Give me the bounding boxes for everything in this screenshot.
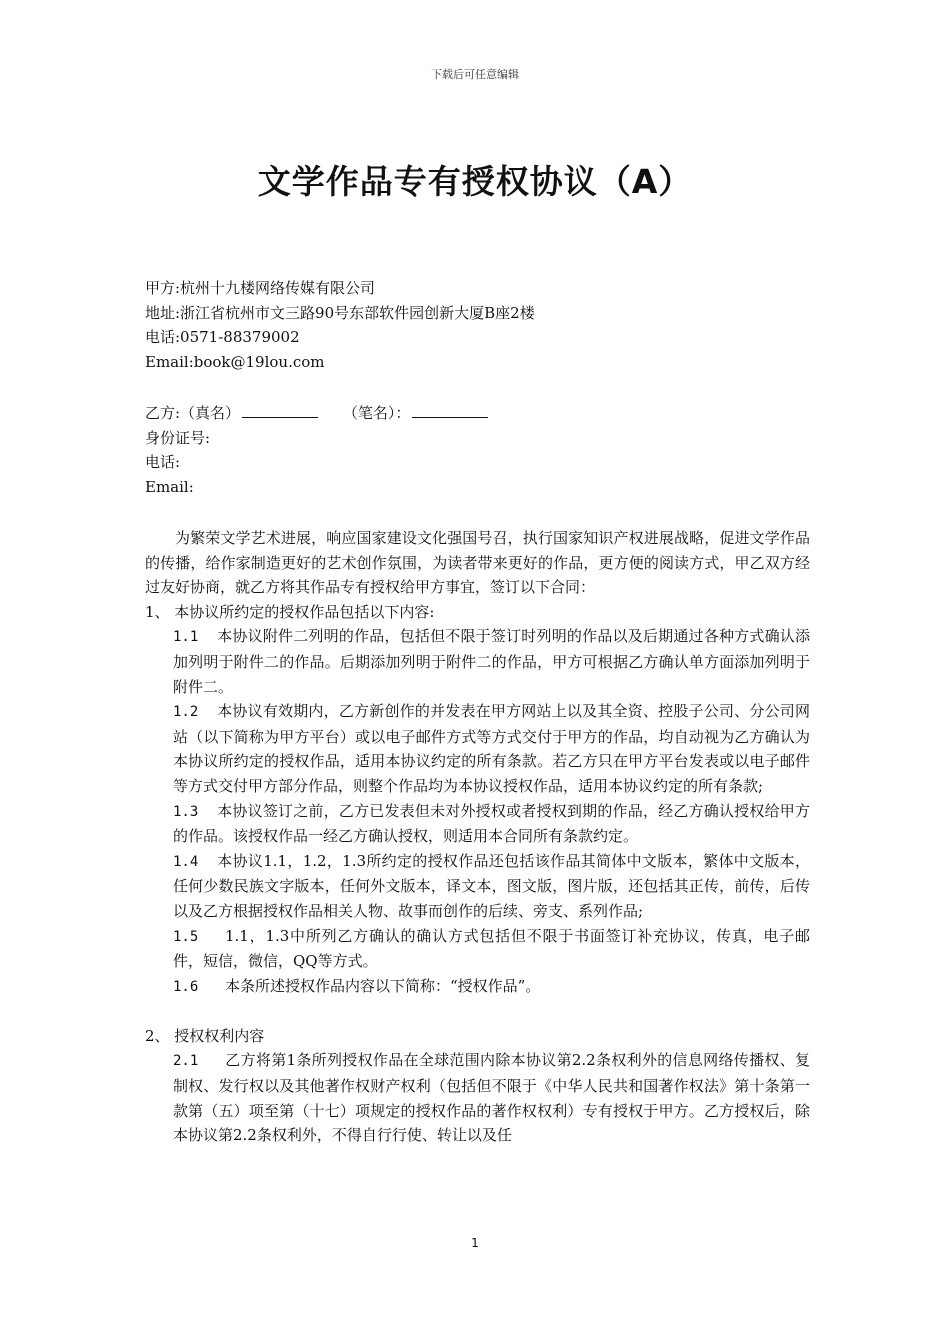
real-name-label: 乙方:（真名）: [145, 404, 241, 422]
clause-1-1: [173, 624, 810, 699]
party-a-block: [145, 276, 810, 374]
clause-1-5: [173, 924, 810, 974]
party-a-phone: 电话:0571-88379002: [145, 328, 300, 347]
section-2-clauses: [145, 1048, 810, 1147]
section-1-clauses: [145, 624, 810, 999]
clause-number: 1.1: [173, 629, 199, 646]
pen-name-blank: [412, 403, 488, 418]
clause-number: 1.3: [173, 803, 199, 820]
clause-text: 本协议有效期内，乙方新创作的并发表在甲方网站上以及其全资、控股子公司、分公司网站（以下简称为甲方平台）或以电子邮件方式等方式交付于甲方的作品，均自动视为乙方确认为本协议所约定的授权作品，适用本协议约定的所有条款。若乙方只在甲方平台发表或以电子邮件等方式交付甲方部分作品，则整个作品均为本协议授权作品，适用本协议约定的所有条款;: [173, 702, 810, 795]
clause-number: 2.1: [173, 1053, 199, 1070]
clause-1-2: [173, 699, 810, 798]
clause-text: 1.1，1.3中所列乙方确认的确认方式包括但不限于书面签订补充协议，传真，电子邮件，短信，微信，QQ等方式。: [173, 926, 810, 971]
party-a-name: 甲方:杭州十九楼网络传媒有限公司: [145, 279, 376, 297]
clause-1-4: [173, 849, 810, 924]
party-b-email: Email:: [145, 477, 194, 496]
party-a-address: 地址:浙江省杭州市文三路90号东部软件园创新大厦B座2楼: [145, 303, 535, 322]
clause-text: 本条所述授权作品内容以下简称：“授权作品”。: [225, 976, 541, 995]
clause-2-1: [173, 1048, 810, 1147]
clause-1-3: [173, 799, 810, 849]
clause-text: 乙方将第1条所列授权作品在全球范围内除本协议第2.2条权利外的信息网络传播权、复制权、发行权以及其他著作权财产权利（包括但不限于《中华人民共和国著作权法》第十条第一款第（五）项至第（十七）项规定的授权作品的著作权权利）专有授权于甲方。乙方授权后，除本协议第2.2条权利外，不得自行行使、转让以及任: [173, 1051, 810, 1145]
clause-1-6: [173, 974, 810, 1000]
clause-text: 本协议附件二列明的作品，包括但不限于签订时列明的作品以及后期通过各种方式确认添加列明于附件二的作品。后期添加列明于附件二的作品，甲方可根据乙方确认单方面添加列明于附件二。: [173, 627, 810, 696]
real-name-blank: [242, 403, 318, 418]
party-b-id: 身份证号:: [145, 428, 211, 447]
party-b-name-line: [145, 401, 810, 426]
clause-number: 1.5: [173, 928, 199, 945]
party-b-block: [145, 401, 810, 499]
header-note: 下载后可任意编辑: [431, 68, 519, 81]
clause-number: 1.4: [173, 853, 199, 870]
clause-text: 本协议1.1，1.2，1.3所约定的授权作品还包括该作品其简体中文版本，繁体中文版本，任何少数民族文字版本，任何外文版本，译文本，图文版，图片版，还包括其正传，前传，后传以及乙方根据授权作品相关人物、故事而创作的后续、旁支、系列作品;: [173, 851, 810, 920]
clause-number: 1.6: [173, 978, 199, 995]
document-title: 文学作品专有授权协议（A）: [257, 162, 693, 201]
preamble: 为繁荣文学艺术进展，响应国家建设文化强国号召，执行国家知识产权进展战略，促进文学作品的传播，给作家制造更好的艺术创作氛围，为读者带来更好的作品，更方便的阅读方式，甲乙双方经过友好协商，就乙方将其作品专有授权给甲方事宜，签订以下合同：: [145, 529, 810, 597]
clause-text: 本协议签订之前，乙方已发表但未对外授权或者授权到期的作品，经乙方确认授权给甲方的作品。该授权作品一经乙方确认授权，则适用本合同所有条款约定。: [173, 801, 810, 846]
clause-number: 1.2: [173, 704, 199, 721]
pen-name-label: （笔名）：: [342, 404, 411, 422]
page-number: 1: [471, 1236, 479, 1250]
party-b-phone: 电话:: [145, 453, 181, 472]
contract-body: [145, 526, 810, 1148]
section-2-heading: 2、 授权权利内容: [145, 1026, 265, 1045]
party-a-email: Email:book@19lou.com: [145, 352, 325, 371]
section-1-heading: 1、 本协议所约定的授权作品包括以下内容:: [145, 602, 435, 621]
